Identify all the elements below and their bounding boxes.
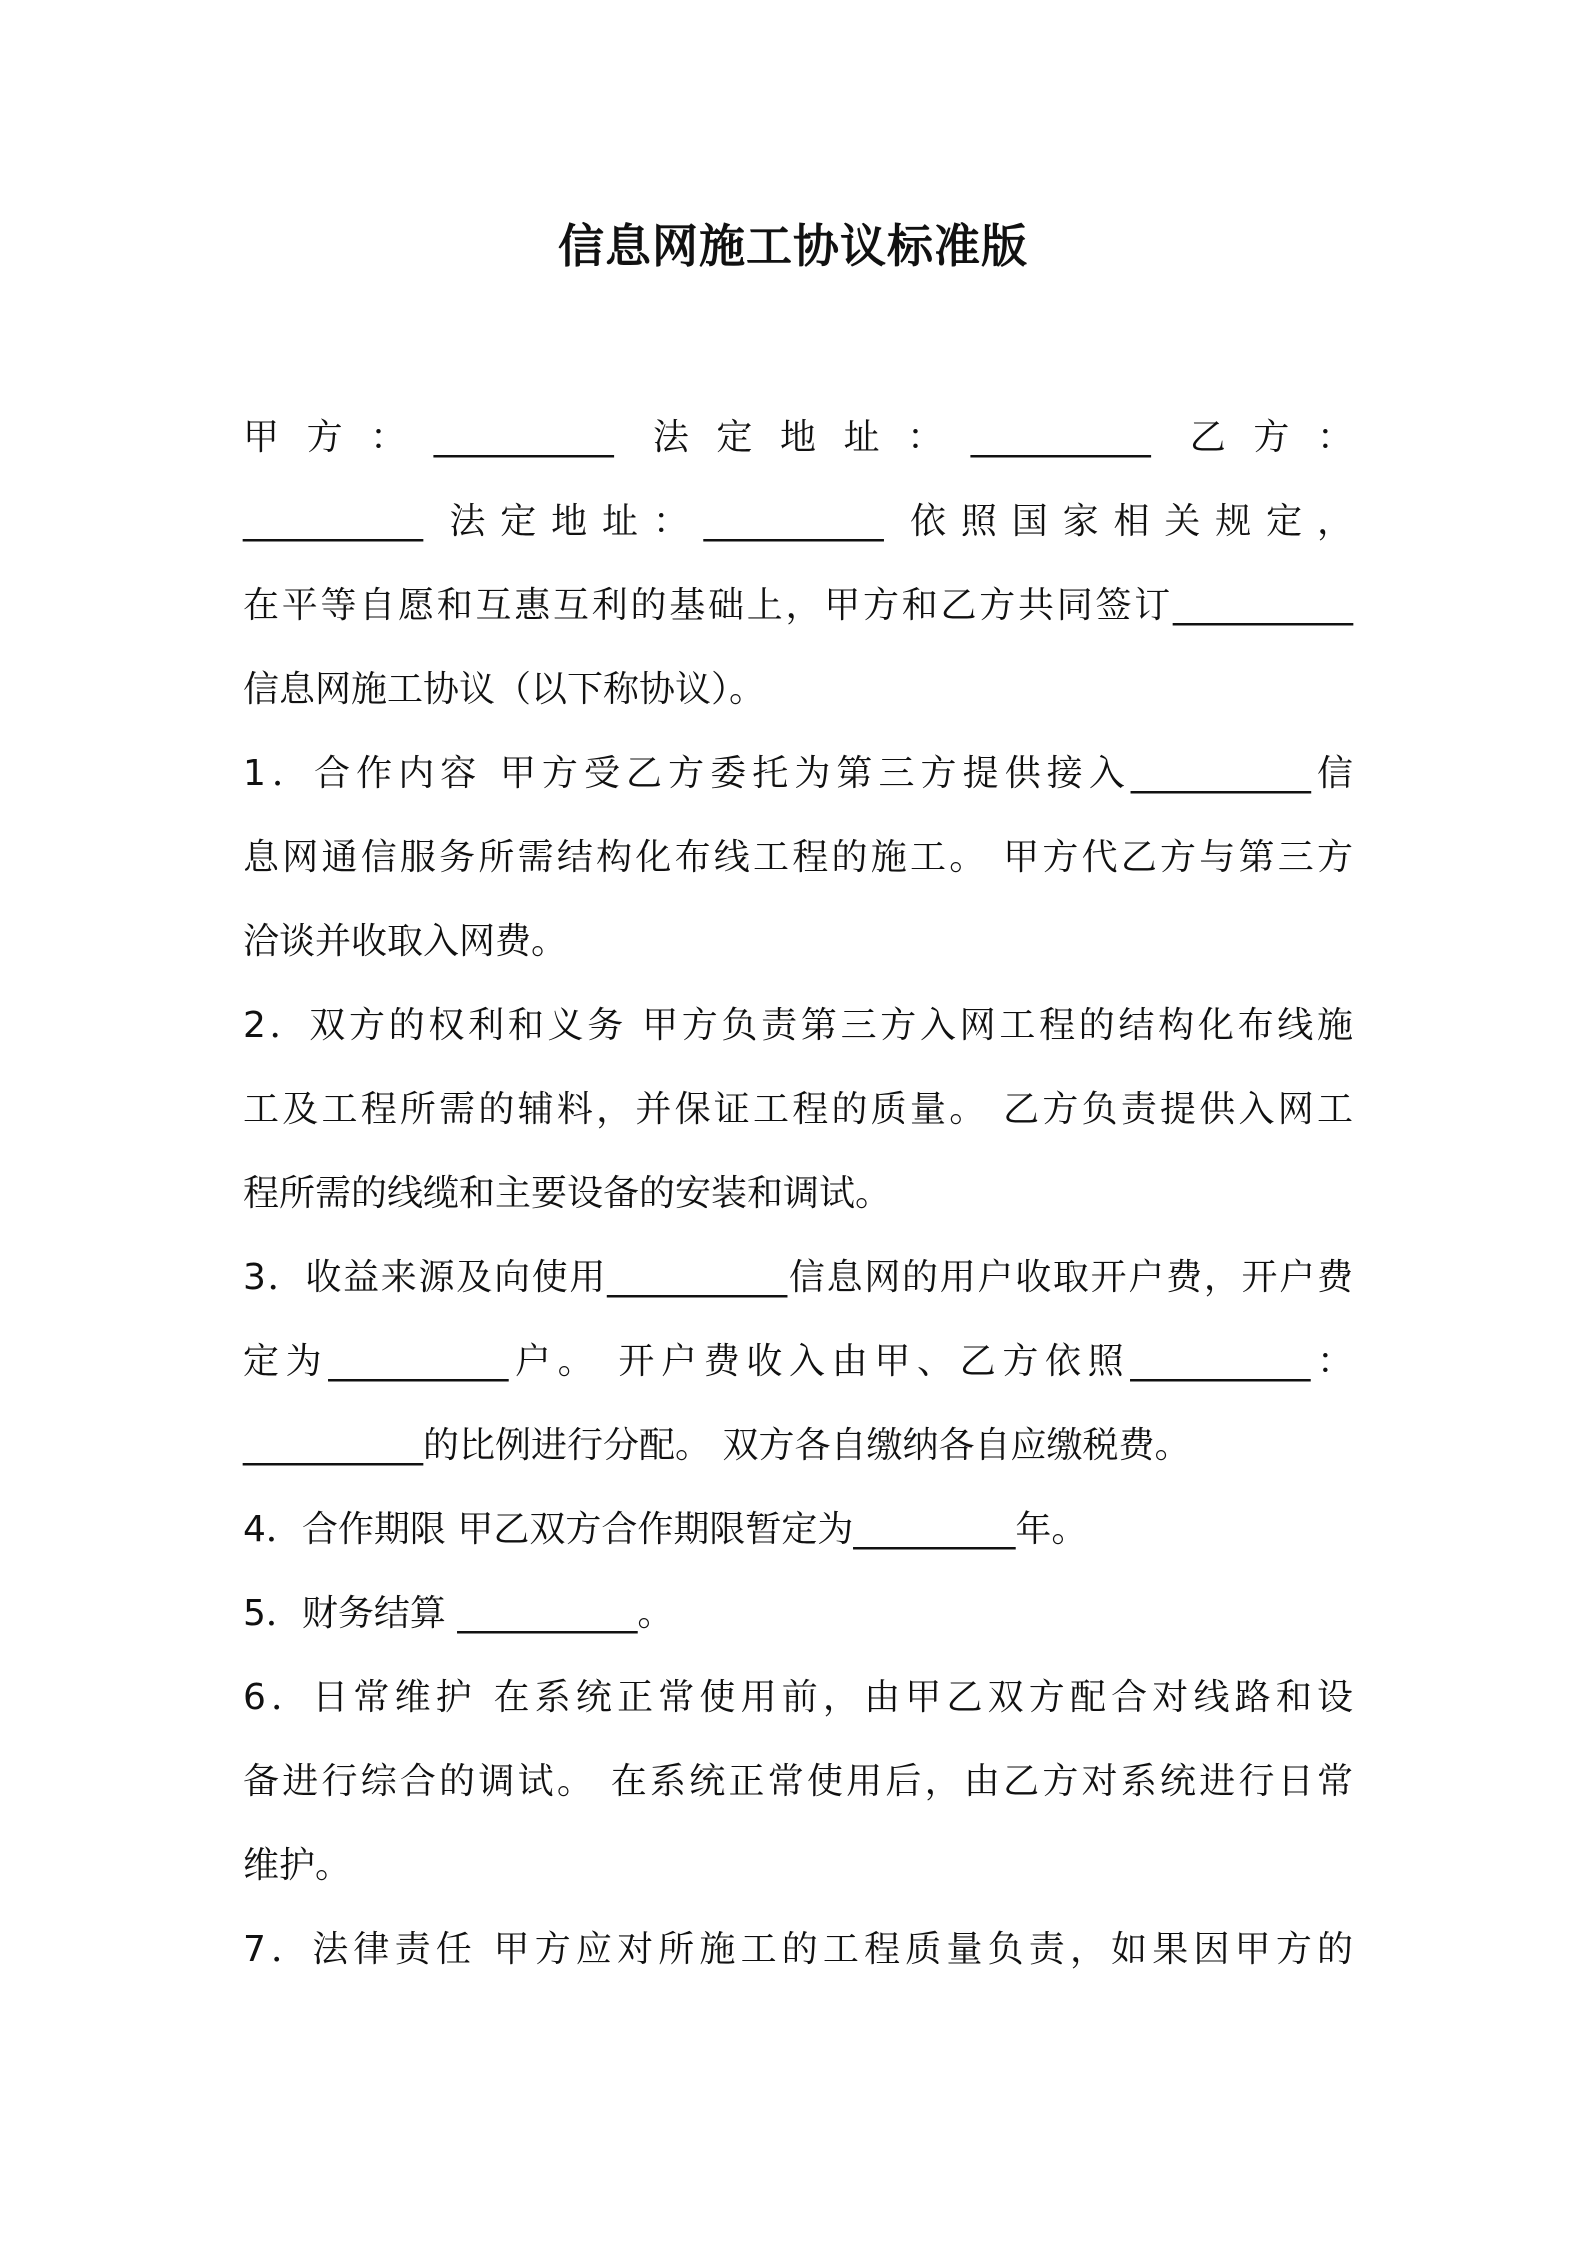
text-line-8: 2．双方的权利和义务 甲方负责第三方入网工程的结构化布线施 [243, 1005, 1353, 1046]
text-line-5: 1．合作内容 甲方受乙方委托为第三方提供接入__________信 [243, 753, 1353, 794]
text-line-1: 甲方：__________ 法定地址：__________ 乙方： [243, 417, 1353, 458]
text-line-6: 息网通信服务所需结构化布线工程的施工。 甲方代乙方与第三方 [243, 837, 1353, 878]
text-line-13: __________的比例进行分配。 双方各自缴纳各自应缴税费。 [243, 1425, 1191, 1466]
text-line-4: 信息网施工协议（以下称协议）。 [243, 669, 766, 710]
text-line-17: 备进行综合的调试。 在系统正常使用后，由乙方对系统进行日常 [243, 1761, 1353, 1802]
text-line-19: 7．法律责任 甲方应对所施工的工程质量负责，如果因甲方的 [243, 1929, 1353, 1970]
text-line-9: 工及工程所需的辅料，并保证工程的质量。 乙方负责提供入网工 [243, 1089, 1353, 1130]
text-line-15: 5．财务结算 __________。 [243, 1593, 674, 1634]
text-line-3: 在平等自愿和互惠互利的基础上，甲方和乙方共同签订__________ [243, 585, 1353, 626]
text-line-16: 6．日常维护 在系统正常使用前，由甲乙双方配合对线路和设 [243, 1677, 1353, 1718]
document-title: 信息网施工协议标准版 [558, 219, 1028, 273]
text-line-12: 定为__________户。 开户费收入由甲、乙方依照__________： [243, 1341, 1353, 1382]
text-line-14: 4．合作期限 甲乙双方合作期限暂定为_________年。 [243, 1509, 1088, 1550]
text-line-18: 维护。 [243, 1845, 352, 1886]
text-line-2: __________ 法定地址：__________ 依照国家相关规定， [243, 501, 1353, 542]
text-line-11: 3．收益来源及向使用__________信息网的用户收取开户费，开户费 [243, 1257, 1353, 1298]
text-line-10: 程所需的线缆和主要设备的安装和调试。 [243, 1173, 892, 1214]
text-line-7: 洽谈并收取入网费。 [243, 921, 568, 962]
